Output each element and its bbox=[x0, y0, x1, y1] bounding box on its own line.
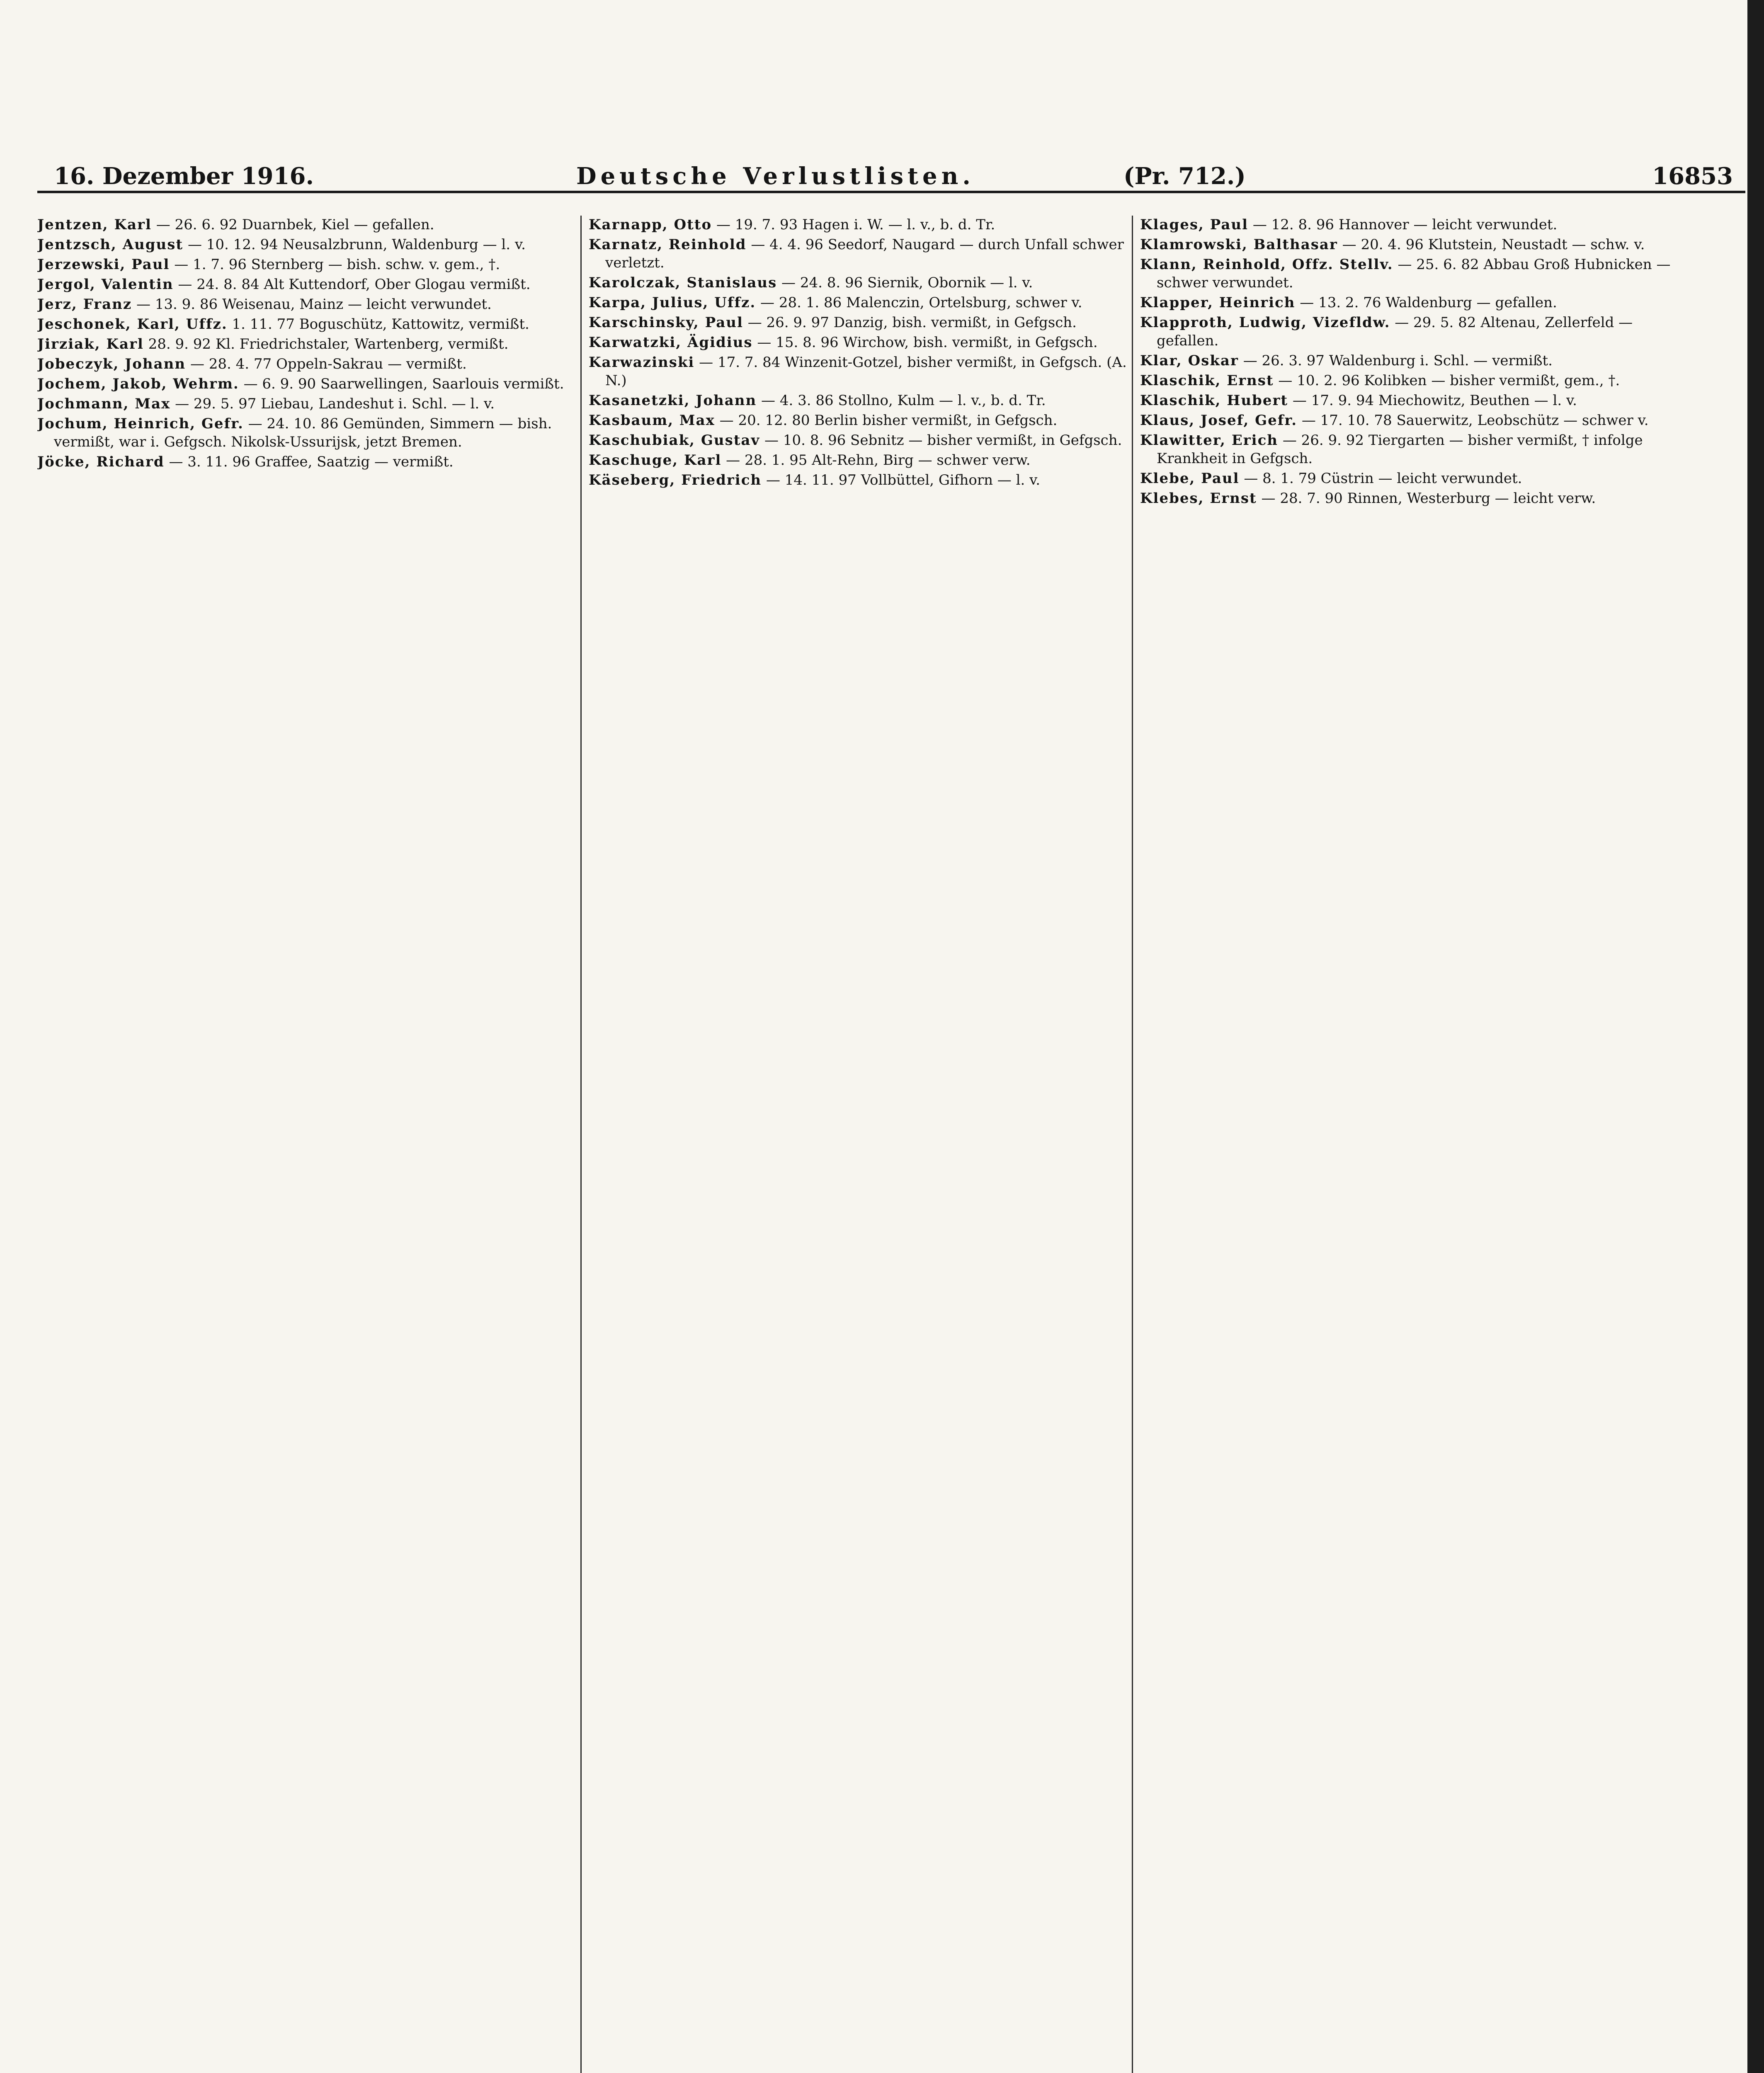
entry-detail: — 17. 7. 84 Winzenit-Gotzel, bisher vermißt, in Gefgsch. (A. N.) bbox=[605, 354, 1127, 389]
header-title: Deutsche Verlustlisten. bbox=[576, 163, 975, 190]
casualty-entry bbox=[1140, 294, 1679, 312]
casualty-entry bbox=[1140, 391, 1679, 410]
casualty-entry bbox=[589, 313, 1128, 332]
header-date: 16. Dezember 1916. bbox=[54, 163, 314, 190]
entry-detail: — 24. 8. 96 Siernik, Obornik — l. v. bbox=[781, 274, 1033, 291]
casualty-entry bbox=[1140, 235, 1679, 254]
casualty-entry bbox=[1140, 216, 1679, 234]
entry-name: Karnapp, Otto bbox=[589, 216, 712, 233]
casualty-entry bbox=[37, 415, 576, 451]
entry-name: Käseberg, Friedrich bbox=[589, 472, 762, 488]
entry-detail: — 17. 9. 94 Miechowitz, Beuthen — l. v. bbox=[1292, 392, 1577, 409]
entry-name: Klaus, Josef, Gefr. bbox=[1140, 412, 1298, 429]
casualty-entry bbox=[589, 235, 1128, 272]
casualty-column-3 bbox=[1140, 216, 1679, 2073]
entry-detail: — 1. 7. 96 Sternberg — bish. schw. v. gem., †. bbox=[174, 256, 500, 273]
entry-detail: — 28. 7. 90 Rinnen, Westerburg — leicht verw. bbox=[1261, 490, 1596, 507]
entry-detail: — 28. 1. 86 Malenczin, Ortelsburg, schwer v. bbox=[760, 294, 1082, 311]
casualty-entry bbox=[589, 411, 1128, 430]
entry-name: Karpa, Julius, Uffz. bbox=[589, 294, 756, 311]
header-page-number: 16853 bbox=[1652, 163, 1733, 190]
casualty-entry bbox=[589, 333, 1128, 352]
casualty-column-1 bbox=[37, 216, 576, 2073]
casualty-entry bbox=[37, 216, 576, 234]
casualty-entry bbox=[1140, 469, 1679, 488]
entry-name: Kaschuge, Karl bbox=[589, 452, 722, 468]
entry-detail: — 14. 11. 97 Vollbüttel, Gifhorn — l. v. bbox=[766, 472, 1041, 488]
entry-detail: — 19. 7. 93 Hagen i. W. — l. v., b. d. Tr. bbox=[716, 216, 995, 233]
entry-name: Klebe, Paul bbox=[1140, 470, 1240, 487]
entry-detail: — 13. 9. 86 Weisenau, Mainz — leicht verwundet. bbox=[136, 296, 492, 313]
entry-detail: — 29. 5. 97 Liebau, Landeshut i. Schl. — l. v. bbox=[175, 396, 495, 412]
casualty-entry bbox=[589, 391, 1128, 410]
entry-detail: — 29. 5. 82 Altenau, Zellerfeld — gefallen. bbox=[1157, 314, 1633, 349]
casualty-entry bbox=[589, 431, 1128, 449]
entry-detail: — 24. 10. 86 Gemünden, Simmern — bish. vermißt, war i. Gefgsch. Nikolsk-Ussurijsk, jetzt Bremen. bbox=[54, 415, 552, 450]
entry-name: Jerzewski, Paul bbox=[37, 256, 170, 273]
scan-edge bbox=[1747, 0, 1764, 2073]
entry-name: Klaschik, Hubert bbox=[1140, 392, 1288, 409]
casualty-entry bbox=[37, 315, 576, 333]
entry-detail: — 8. 1. 79 Cüstrin — leicht verwundet. bbox=[1244, 470, 1522, 487]
casualty-entry bbox=[37, 275, 576, 294]
entry-detail: — 26. 3. 97 Waldenburg i. Schl. — vermißt. bbox=[1243, 352, 1553, 369]
casualty-entry bbox=[1140, 371, 1679, 390]
entry-detail: — 28. 1. 95 Alt-Rehn, Birg — schwer verw. bbox=[726, 452, 1031, 468]
entry-detail: — 24. 8. 84 Alt Kuttendorf, Ober Glogau vermißt. bbox=[178, 276, 531, 293]
entry-detail: 1. 11. 77 Boguschütz, Kattowitz, vermißt. bbox=[232, 316, 529, 333]
entry-name: Klaschik, Ernst bbox=[1140, 372, 1274, 389]
entry-detail: — 17. 10. 78 Sauerwitz, Leobschütz — schwer v. bbox=[1301, 412, 1649, 429]
casualty-entry bbox=[1140, 431, 1679, 468]
entry-name: Karschinsky, Paul bbox=[589, 314, 743, 331]
entry-detail: — 10. 8. 96 Sebnitz — bisher vermißt, in Gefgsch. bbox=[764, 432, 1122, 449]
entry-name: Kasanetzki, Johann bbox=[589, 392, 757, 409]
entry-name: Karwatzki, Ägidius bbox=[589, 334, 753, 351]
entry-name: Jentzsch, August bbox=[37, 236, 184, 253]
entry-name: Klapproth, Ludwig, Vizefldw. bbox=[1140, 314, 1390, 331]
casualty-entry bbox=[37, 235, 576, 254]
entry-detail: — 25. 6. 82 Abbau Groß Hubnicken — schwer verwundet. bbox=[1157, 256, 1671, 291]
casualty-column-2 bbox=[589, 216, 1128, 2073]
casualty-entry bbox=[37, 453, 576, 471]
casualty-entry bbox=[589, 471, 1128, 489]
entry-name: Jergol, Valentin bbox=[37, 276, 174, 293]
casualty-entry bbox=[1140, 352, 1679, 370]
entry-detail: — 6. 9. 90 Saarwellingen, Saarlouis vermißt. bbox=[243, 376, 564, 392]
entry-detail: — 26. 9. 97 Danzig, bish. vermißt, in Gefgsch. bbox=[747, 314, 1077, 331]
entry-name: Kasbaum, Max bbox=[589, 412, 715, 429]
column-divider bbox=[580, 216, 582, 2073]
casualty-entry bbox=[589, 274, 1128, 292]
entry-name: Karnatz, Reinhold bbox=[589, 236, 747, 253]
entry-name: Jeschonek, Karl, Uffz. bbox=[37, 316, 228, 333]
entry-name: Karwazinski bbox=[589, 354, 695, 371]
entry-name: Karolczak, Stanislaus bbox=[589, 274, 777, 291]
casualty-entry bbox=[37, 375, 576, 393]
entry-name: Jerz, Franz bbox=[37, 296, 132, 313]
entry-detail: — 26. 6. 92 Duarnbek, Kiel — gefallen. bbox=[156, 216, 434, 233]
entry-detail: — 4. 3. 86 Stollno, Kulm — l. v., b. d. Tr. bbox=[761, 392, 1046, 409]
casualty-entry bbox=[1140, 255, 1679, 292]
casualty-entry bbox=[37, 255, 576, 274]
entry-name: Klebes, Ernst bbox=[1140, 490, 1257, 507]
entry-name: Klann, Reinhold, Offz. Stellv. bbox=[1140, 256, 1393, 273]
casualty-entry bbox=[37, 355, 576, 373]
entry-detail: — 4. 4. 96 Seedorf, Naugard — durch Unfall schwer verletzt. bbox=[605, 236, 1124, 271]
entry-detail: — 26. 9. 92 Tiergarten — bisher vermißt, † infolge Krankheit in Gefgsch. bbox=[1157, 432, 1643, 467]
entry-name: Jöcke, Richard bbox=[37, 454, 165, 470]
casualty-entry bbox=[1140, 313, 1679, 350]
entry-name: Jochum, Heinrich, Gefr. bbox=[37, 415, 244, 432]
entry-name: Klar, Oskar bbox=[1140, 352, 1239, 369]
casualty-entry bbox=[1140, 489, 1679, 507]
entry-name: Jirziak, Karl bbox=[37, 336, 144, 352]
entry-detail: — 28. 4. 77 Oppeln-Sakrau — vermißt. bbox=[190, 356, 467, 372]
casualty-entry bbox=[589, 216, 1128, 234]
entry-name: Klapper, Heinrich bbox=[1140, 294, 1296, 311]
page-header bbox=[37, 162, 1745, 193]
entry-name: Klages, Paul bbox=[1140, 216, 1249, 233]
entry-detail: — 12. 8. 96 Hannover — leicht verwundet. bbox=[1252, 216, 1558, 233]
casualty-entry bbox=[1140, 411, 1679, 430]
casualty-entry bbox=[37, 395, 576, 413]
casualty-entry bbox=[589, 294, 1128, 312]
entry-name: Jobeczyk, Johann bbox=[37, 356, 186, 372]
entry-name: Jochmann, Max bbox=[37, 396, 171, 412]
casualty-entry bbox=[589, 353, 1128, 390]
casualty-entry bbox=[37, 335, 576, 353]
entry-name: Klawitter, Erich bbox=[1140, 432, 1279, 449]
header-issue-number: (Pr. 712.) bbox=[1123, 163, 1246, 190]
entry-detail: — 20. 4. 96 Klutstein, Neustadt — schw. v. bbox=[1342, 236, 1645, 253]
entry-detail: — 10. 2. 96 Kolibken — bisher vermißt, gem., †. bbox=[1278, 372, 1620, 389]
casualty-entry bbox=[37, 295, 576, 313]
entry-name: Jentzen, Karl bbox=[37, 216, 152, 233]
entry-detail: — 3. 11. 96 Graffee, Saatzig — vermißt. bbox=[169, 454, 454, 470]
entry-detail: — 13. 2. 76 Waldenburg — gefallen. bbox=[1300, 294, 1557, 311]
entry-detail: — 20. 12. 80 Berlin bisher vermißt, in Gefgsch. bbox=[719, 412, 1058, 429]
column-divider bbox=[1132, 216, 1133, 2073]
entry-detail: 28. 9. 92 Kl. Friedrichstaler, Wartenberg, vermißt. bbox=[148, 336, 509, 352]
entry-name: Klamrowski, Balthasar bbox=[1140, 236, 1338, 253]
casualty-entry bbox=[589, 451, 1128, 469]
entry-detail: — 10. 12. 94 Neusalzbrunn, Waldenburg — l. v. bbox=[187, 236, 526, 253]
entry-name: Jochem, Jakob, Wehrm. bbox=[37, 376, 239, 392]
entry-name: Kaschubiak, Gustav bbox=[589, 432, 760, 449]
entry-detail: — 15. 8. 96 Wirchow, bish. vermißt, in Gefgsch. bbox=[757, 334, 1098, 351]
